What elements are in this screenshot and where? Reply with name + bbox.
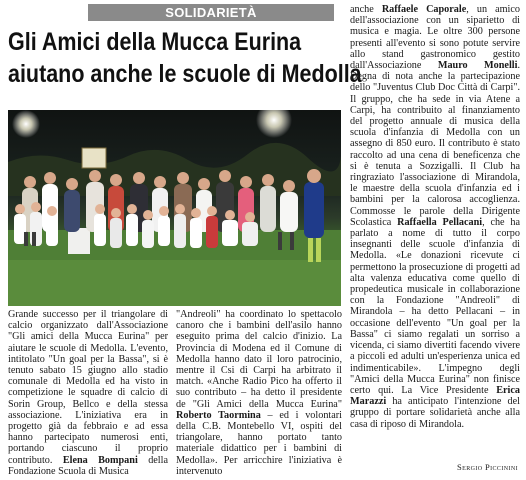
article-text: ha anticipato l'intenzione del gruppo di portare solidarietà anche alla casa di riposo di Mirandola. bbox=[350, 396, 520, 430]
article-column-3 bbox=[350, 4, 520, 430]
person-name: Mauro Monelli bbox=[437, 60, 518, 72]
headline-line-1: Gli Amici della Mucca Eurina bbox=[8, 28, 302, 56]
floodlight-left bbox=[12, 110, 40, 138]
article-text: anche bbox=[350, 4, 382, 15]
person-name: Roberto Taormina bbox=[176, 409, 261, 421]
article-text: , che ha parlato a nome di tutto il corpo insegnanti delle scuole d'infanzia di Medolla. «Le donazioni ricevute ci permettono la prosecuzione di progetti ad alta valenza educativa come quello di propedeutica musicale in collaborazione con la Fondazione "Andreoli" di Mirandola – ha detto Pellacani – in occasione dell'evento "Un goal per la Bassa" ci siamo regalati un sorriso a vicenda, ci siamo divertiti facendo vivere a piccoli ed adulti un'esperienza unica ed indimenticabile». L'impegno degli "Amici della Mucca Eurina" non finisce certo qui. La Vice Presidente bbox=[350, 216, 520, 396]
person-name: Erica Marazzi bbox=[350, 384, 520, 408]
article-col1-paragraph bbox=[8, 309, 168, 477]
article-col3-paragraph bbox=[350, 4, 520, 430]
article-text: "Andreoli" ha coordinato lo spettacolo canoro che i bambini dell'asilo hanno eseguito prima del calcio d'inizio. La Provincia di Modena ed il Comune di Medolla hanno dato il loro patrocinio, mentre il Csi di Carpi ha arbitrato il match. «Anche Radio Pico ha offerto il suo contributo – ha detto il presidente de "Gli Amici della Mucca Eurina" bbox=[176, 309, 342, 410]
person-name: Raffaella Pellacani bbox=[397, 216, 483, 228]
article-text: , un amico dell'associazione con un siparietto di musica e magia. Le oltre 300 persone presenti all'evento si sono potute servire allo stand gastronomico gestito dall'Associazione bbox=[350, 4, 520, 72]
floodlight-right bbox=[256, 110, 292, 138]
group-photo bbox=[8, 110, 341, 306]
headline bbox=[8, 26, 362, 90]
article-column-1 bbox=[8, 309, 168, 477]
person-name: Raffaele Caporale bbox=[381, 4, 467, 15]
article-text: – ed i volontari della C.B. Montebello VI, ospiti del triangolare, hanno portato tanto materiale didattico per i bambini di Medolla». Per arricchire l'iniziativa è intervenuto bbox=[176, 409, 342, 477]
article-text: della Fondazione Scuola di Musica bbox=[8, 454, 168, 477]
article-text: . Degna di nota anche la partecipazione dello "Juventus Club Doc Città di Carpi". Il gruppo, che ha sede in via Atene a Carpi, ha contribuito al finanziamento del progetto annuale di musica della scuola d'infanzia di Medolla con un assegno di 850 euro. Il contributo è stato raccolto ad una cena di beneficenza che si è tenuta a Sozzigalli. Il Club ha ringraziato l'associazione di Mirandola, le maestre della scuola d'infanzia ed i bambini per la calorosa accoglienza. Commosse le parole della Dirigente Scolastica bbox=[350, 60, 520, 228]
person-name: Elena Bompani bbox=[62, 454, 138, 466]
group-photo-illustration bbox=[8, 110, 341, 306]
headline-line-2: aiutano anche le scuole di Medolla bbox=[8, 60, 362, 88]
banner bbox=[82, 148, 106, 168]
article-col2-paragraph bbox=[176, 309, 342, 477]
section-label: SOLIDARIETÀ bbox=[88, 4, 334, 21]
article-column-2 bbox=[176, 309, 342, 477]
byline: Sergio Piccinini bbox=[457, 462, 518, 472]
article-text: Grande successo per il triangolare di calcio organizzato dall'Associazione "Gli amici della Mucca Eurina" per aiutare le scuole di Medolla. L'evento, intitolato "Un goal per la Bassa", si è tenuto sabato 15 giugno allo stadio comunale di Medolla ed ha visto in competizione le squadre di calcio di Sorin Group, Bellco e della stessa associazione. L'iniziativa era in progetto già da febbraio e ad essa hanno partecipato numerosi enti, portando ciascuno il proprio contributo. bbox=[8, 309, 168, 466]
